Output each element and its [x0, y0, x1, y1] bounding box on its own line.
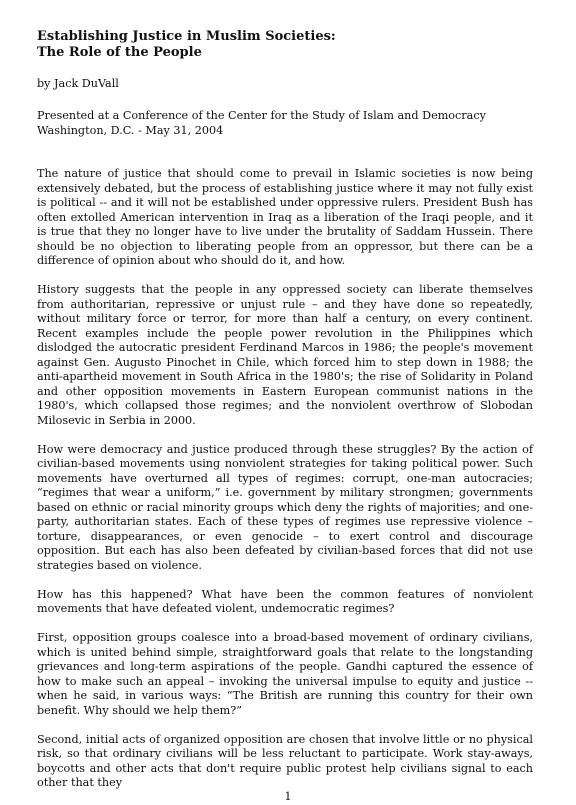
paragraph: The nature of justice that should come to prevail in Islamic societies is now being extensively debated, but the process of establishing justice where it may not fully exist is political -- and it will not be established under oppressive rulers. President Bush has often extolled American intervention in Iraq as a liberation of the Iraqi people, and it is true that they no longer have to live under the brutality of Saddam Hussein. There should be no objection to liberating people from an oppressor, but there can be a difference of opinion about who should do it, and how. — [37, 167, 533, 267]
presented-line-1: Presented at a Conference of the Center for the Study of Islam and Democracy — [37, 109, 486, 122]
paragraph: How were democracy and justice produced through these struggles? By the action of civilian-based movements using nonviolent strategies for taking political power. Such movements have overturned all types of regimes: corrupt, one-man autocracies; “regimes that wear a uniform,” i.e. government by military strongmen; governments based on ethnic or racial minority groups which deny the rights of majorities; and one-party, authoritarian states. Each of these types of regimes use repressive violence – torture, disappearances, or even genocide – to exert control and discourage opposition. But each has also been defeated by civilian-based forces that did not use strategies based on violence. — [37, 442, 533, 572]
paragraph: Second, initial acts of organized opposition are chosen that involve little or no physical risk, so that ordinary civilians will be less reluctant to participate. Work stay-aways, boycotts and other acts that don't require public protest help civilians signal to each other that they — [37, 732, 533, 789]
author-byline: by Jack DuVall — [37, 77, 119, 90]
document-title — [37, 29, 336, 61]
title-line-2: The Role of the People — [37, 45, 202, 60]
presentation-info — [37, 109, 486, 138]
page-number: 1 — [284, 790, 292, 803]
paragraph: First, opposition groups coalesce into a broad-based movement of ordinary civilians, which is united behind simple, straightforward goals that relate to the longstanding grievances and long-term aspirations of the people. Gandhi captured the essence of how to make such an appeal – invoking the universal impulse to equity and justice -- when he said, in various ways: “The British are running this country for their own benefit. Why should we help them?” — [37, 631, 533, 717]
paragraph: History suggests that the people in any oppressed society can liberate themselves from authoritarian, repressive or unjust rule – and they have done so repeatedly, without military force or terror, for more than half a century, on every continent. Recent examples include the people power revolution in the Philippines which dislodged the autocratic president Ferdinand Marcos in 1986; the people's movement against Gen. Augusto Pinochet in Chile, which forced him to step down in 1988; the anti-apartheid movement in South Africa in the 1980's; the rise of Solidarity in Poland and other opposition movements in Eastern European communist nations in the 1980's, which collapsed those regimes; and the nonviolent overthrow of Slobodan Milosevic in Serbia in 2000. — [37, 283, 533, 427]
title-line-1: Establishing Justice in Muslim Societies: — [37, 29, 336, 44]
paragraph: How has this happened? What have been the common features of nonviolent movements that have defeated violent, undemocratic regimes? — [37, 587, 533, 615]
body-text — [37, 167, 533, 805]
presented-line-2: Washington, D.C. - May 31, 2004 — [37, 123, 224, 137]
